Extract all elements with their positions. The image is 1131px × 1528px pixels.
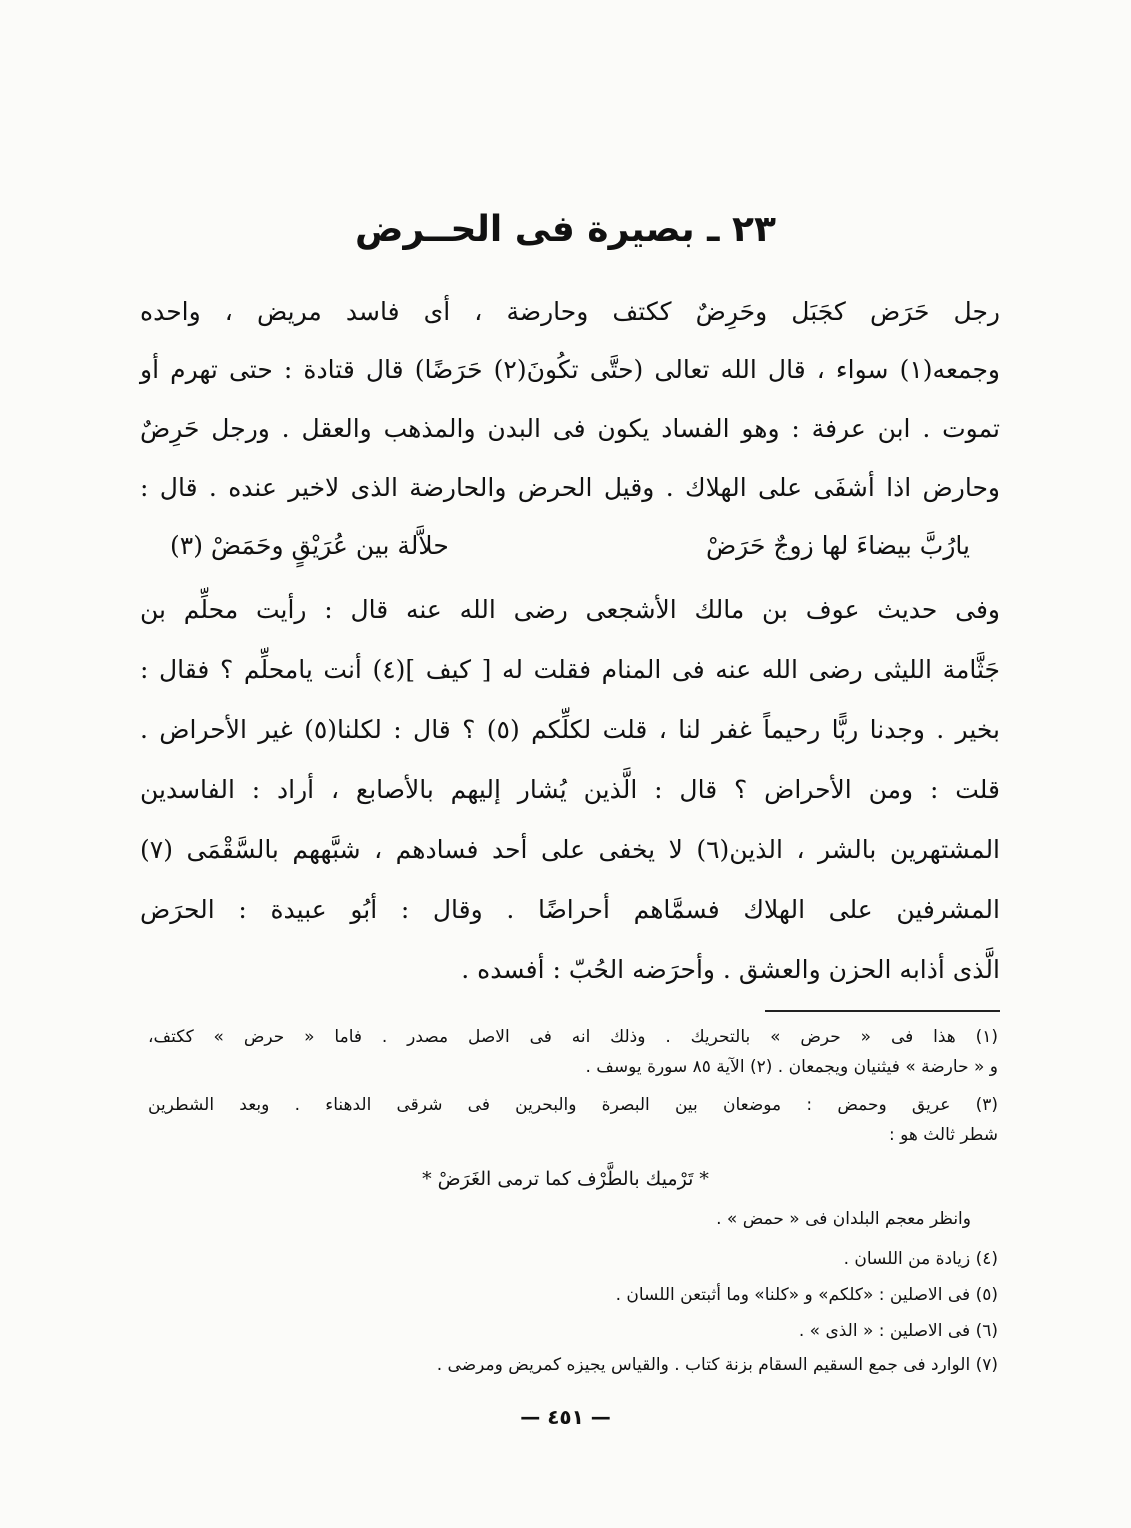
footnote-5: (٥) فى الاصلين : «كلكم» و «كلنا» وما أثبتعن اللسان .: [615, 1285, 998, 1305]
body-line: تموت . ابن عرفة : وهو الفساد يكون فى البدن والمذهب والعقل . ورجل حَرِضٌ: [140, 414, 1000, 443]
body-line: وجمعه(١) سواء ، قال الله تعالى (حتَّى تكُونَ(٢) حَرَضًا) قال قتادة : حتى تهرم أو: [140, 355, 1000, 384]
footnote-divider: [765, 1010, 1000, 1012]
footnote-6: (٦) فى الاصلين : « الذى » .: [798, 1321, 998, 1341]
page-number: — ٤٥١ —: [520, 1405, 611, 1429]
footnote-3-ref: وانظر معجم البلدان فى « حمض » .: [716, 1209, 971, 1229]
verse-first-half: يارُبَّ بيضاءَ لها زوجٌ حَرَضْ: [705, 531, 970, 560]
verse-second-half: حلاَّلة بين عُرَيْقٍ وحَمَضْ (٣): [170, 531, 449, 560]
body-line: قلت : ومن الأحراض ؟ قال : الَّذين يُشار إليهم بالأصابع ، أراد : الفاسدين: [140, 775, 1000, 804]
footnote-3: (٣) عريق وحمض : موضعان بين البصرة والبحرين فى شرقى الدهناء . وبعد الشطرين: [148, 1095, 998, 1115]
body-line: رجل حَرَض كجَبَل وحَرِضٌ ككتف وحارضة ، أى فاسد مريض ، واحده: [140, 297, 1000, 326]
footnote-4: (٤) زيادة من اللسان .: [843, 1249, 998, 1269]
body-line: بخير . وجدنا ربًّا رحيماً غفر لنا ، قلت لكلِّكم (٥) ؟ قال : لكلنا(٥) غير الأحراض .: [140, 715, 1000, 744]
body-line: المشرفين على الهلاك فسمَّاهم أحراضًا . وقال : أبُو عبيدة : الحرَض: [140, 895, 1000, 924]
footnote-3-verse: * تَرْميك بالطَّرْف كما ترمى الغَرَضْ *: [422, 1168, 709, 1190]
body-line: وفى حديث عوف بن مالك الأشجعى رضى الله عنه قال : رأيت محلِّم بن: [140, 595, 1000, 624]
footnote-7: (٧) الوارد فى جمع السقيم السقام بزنة كتاب . والقياس يجيزه كمريض ومرضى .: [436, 1355, 998, 1375]
footnote-1: (١) هذا فى « حرض » بالتحريك . وذلك انه فى الاصل مصدر . فاما « حرض » ككتف،: [148, 1027, 998, 1047]
body-line: الَّذى أذابه الحزن والعشق . وأحرَضه الحُبّ : أفسده .: [461, 955, 1000, 984]
body-line: جَثَّامة الليثى رضى الله عنه فى المنام فقلت له [ كيف ](٤) أنت يامحلِّم ؟ فقال :: [140, 655, 1001, 684]
body-line: وحارض اذا أشفَى على الهلاك . وقيل الحرض والحارضة الذى لاخير عنده . قال :: [140, 473, 1000, 502]
footnote-1-2: و « حارضة » فيثنيان ويجمعان . (٢) الآية ٨٥ سورة يوسف .: [585, 1057, 998, 1077]
footnote-3-cont: شطر ثالث هو :: [888, 1125, 998, 1145]
body-line: المشتهرين بالشر ، الذين(٦) لا يخفى على أحد فسادهم ، شبَّههم بالسَّقْمَى (٧): [140, 835, 1001, 864]
section-title: ٢٣ ـ بصيرة فى الحــرض: [355, 209, 776, 250]
verse: [170, 526, 970, 566]
